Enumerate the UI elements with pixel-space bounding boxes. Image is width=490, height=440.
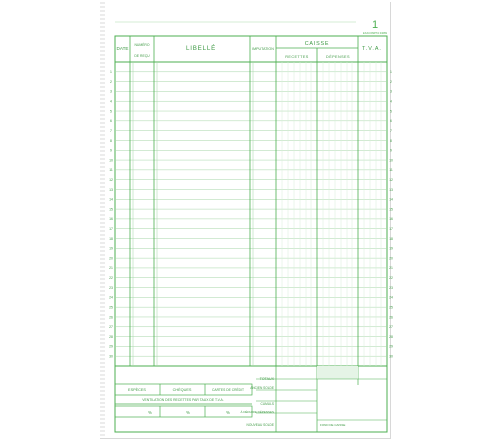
line-number-right: 14 <box>389 197 393 202</box>
line-number-right: 24 <box>389 295 393 300</box>
line-number-right: 4 <box>390 99 392 104</box>
line-number-left: 16 <box>109 217 113 222</box>
line-number-right: 9 <box>390 148 392 153</box>
line-number-right: 12 <box>389 177 393 182</box>
line-number-right: 7 <box>390 128 392 133</box>
line-number-left: 15 <box>109 207 113 212</box>
line-number-left: 17 <box>109 227 113 232</box>
percent-1: % <box>148 410 152 415</box>
line-number-left: 6 <box>110 119 112 124</box>
line-number-right: 17 <box>389 227 393 232</box>
line-number-left: 3 <box>110 89 112 94</box>
line-number-left: 19 <box>109 246 113 251</box>
line-number-left: 5 <box>110 109 112 114</box>
label-ventilation: VENTILATION DES RECETTES PAR TAUX DE T.V.A. <box>142 398 224 402</box>
header-depenses: DÉPENSES <box>326 55 350 59</box>
line-number-right: 19 <box>389 246 393 251</box>
label-a-deduire: À DÉDUIRE DÉPENSES <box>240 410 274 414</box>
header-date: DATE <box>116 46 129 51</box>
line-number-right: 11 <box>389 168 393 173</box>
line-number-left: 25 <box>109 305 113 310</box>
line-number-left: 23 <box>109 285 113 290</box>
line-number-left: 27 <box>109 325 113 330</box>
label-cumuls: CUMULS <box>260 402 274 406</box>
reference-code: EXACOMPTA 04089 <box>363 32 387 35</box>
line-number-right: 27 <box>389 325 393 330</box>
line-number-right: 5 <box>390 109 392 114</box>
line-number-right: 18 <box>389 236 393 241</box>
line-number-right: 8 <box>390 138 392 143</box>
label-especes: ESPÈCES <box>128 388 146 392</box>
line-number-left: 8 <box>110 138 112 143</box>
label-totaux: TOTAUX <box>259 377 274 381</box>
label-ancien-solde: ANCIEN SOLDE <box>250 386 274 390</box>
line-number-left: 2 <box>110 79 112 84</box>
header-libelle: LIBELLÉ <box>185 45 217 52</box>
line-number-right: 6 <box>390 119 392 124</box>
line-number-left: 11 <box>109 168 113 173</box>
line-number-left: 29 <box>109 344 113 349</box>
line-number-left: 18 <box>109 236 113 241</box>
line-number-left: 14 <box>109 197 113 202</box>
header-de-recu: DE REÇU <box>134 54 150 58</box>
header-numero: NUMÉRO <box>134 43 150 47</box>
line-number-right: 2 <box>390 79 392 84</box>
label-cartes-credit: CARTES DE CRÉDIT <box>212 388 244 392</box>
line-number-right: 28 <box>389 334 393 339</box>
line-number-left: 28 <box>109 334 113 339</box>
label-fond-de-caisse: FOND DE CAISSE <box>320 423 346 427</box>
page-number: 1 <box>371 19 379 31</box>
line-number-right: 23 <box>389 285 393 290</box>
line-number-right: 13 <box>389 187 393 192</box>
line-number-left: 1 <box>110 70 112 75</box>
line-number-left: 21 <box>109 266 113 271</box>
line-number-left: 12 <box>109 177 113 182</box>
line-number-left: 24 <box>109 295 113 300</box>
line-number-right: 25 <box>389 305 393 310</box>
column-lines <box>130 36 381 366</box>
header-recettes: RECETTES <box>285 55 309 59</box>
line-number-left: 10 <box>109 158 113 163</box>
line-number-right: 10 <box>389 158 393 163</box>
line-number-right: 21 <box>389 266 393 271</box>
line-number-left: 4 <box>110 99 112 104</box>
footer-block <box>115 366 387 432</box>
header-caisse: CAISSE <box>304 41 330 47</box>
line-number-right: 20 <box>389 256 393 261</box>
line-number-right: 1 <box>390 70 392 75</box>
line-number-right: 30 <box>389 354 393 359</box>
header-imputation: IMPUTATION <box>252 47 274 51</box>
row-lines <box>115 72 387 356</box>
totaux-shaded-cell <box>317 366 358 379</box>
line-number-left: 13 <box>109 187 113 192</box>
label-nouveau-solde: NOUVEAU SOLDE <box>246 423 274 427</box>
line-number-left: 9 <box>110 148 112 153</box>
line-number-left: 30 <box>109 354 113 359</box>
line-number-left: 22 <box>109 276 113 281</box>
line-number-left: 26 <box>109 315 113 320</box>
line-number-right: 29 <box>389 344 393 349</box>
line-number-right: 26 <box>389 315 393 320</box>
line-number-right: 16 <box>389 217 393 222</box>
line-numbers <box>109 70 393 358</box>
label-cheques: CHÈQUES <box>172 388 192 392</box>
line-number-left: 20 <box>109 256 113 261</box>
header-tva: T.V.A. <box>362 46 382 52</box>
line-number-right: 15 <box>389 207 393 212</box>
tva-percent-boxes <box>115 406 252 417</box>
percent-3: % <box>226 410 230 415</box>
line-number-right: 22 <box>389 276 393 281</box>
percent-2: % <box>186 410 190 415</box>
line-number-left: 7 <box>110 128 112 133</box>
line-number-right: 3 <box>390 89 392 94</box>
